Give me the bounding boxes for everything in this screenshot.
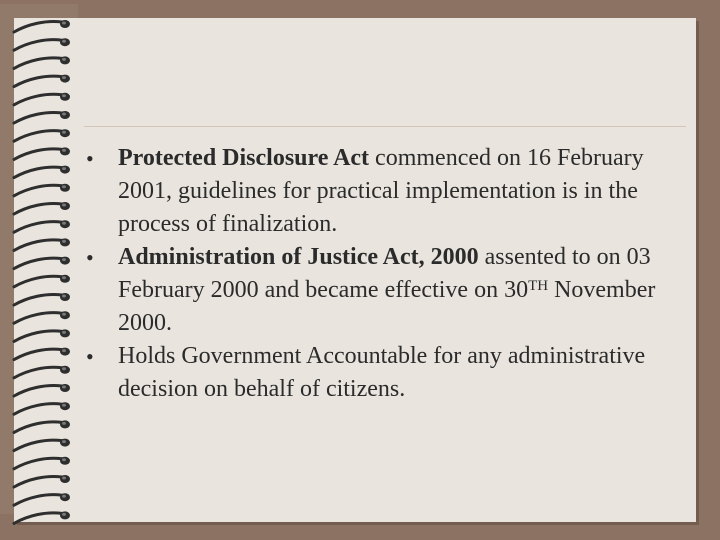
spiral-binding-icon [0, 0, 90, 540]
bullet-marker: • [86, 245, 94, 270]
slide-content [86, 142, 686, 406]
bullet-item-2 [86, 241, 686, 340]
bullet-2-bold: Administration of Justice Act, 2000 [118, 244, 479, 270]
bullet-2-superscript: TH [528, 278, 549, 294]
ruled-line [84, 126, 686, 127]
bullet-1-text: commenced on 16 February 2001, guidelines for practical implementation is in the process of finalization. [118, 145, 644, 237]
bullet-2-text: assented to on 03 February 2000 and became effective on 30 [118, 244, 651, 303]
bullet-item-1 [86, 142, 686, 241]
bullet-marker: • [86, 344, 94, 369]
bullet-2-text-end: November 2000. [118, 277, 656, 336]
bullet-1-bold: Protected Disclosure Act [118, 145, 370, 171]
bullet-marker: • [86, 146, 94, 171]
bullet-list [86, 142, 686, 406]
bullet-3-text: Holds Government Accountable for any administrative decision on behalf of citizens. [118, 343, 646, 402]
bullet-item-3 [86, 340, 686, 406]
